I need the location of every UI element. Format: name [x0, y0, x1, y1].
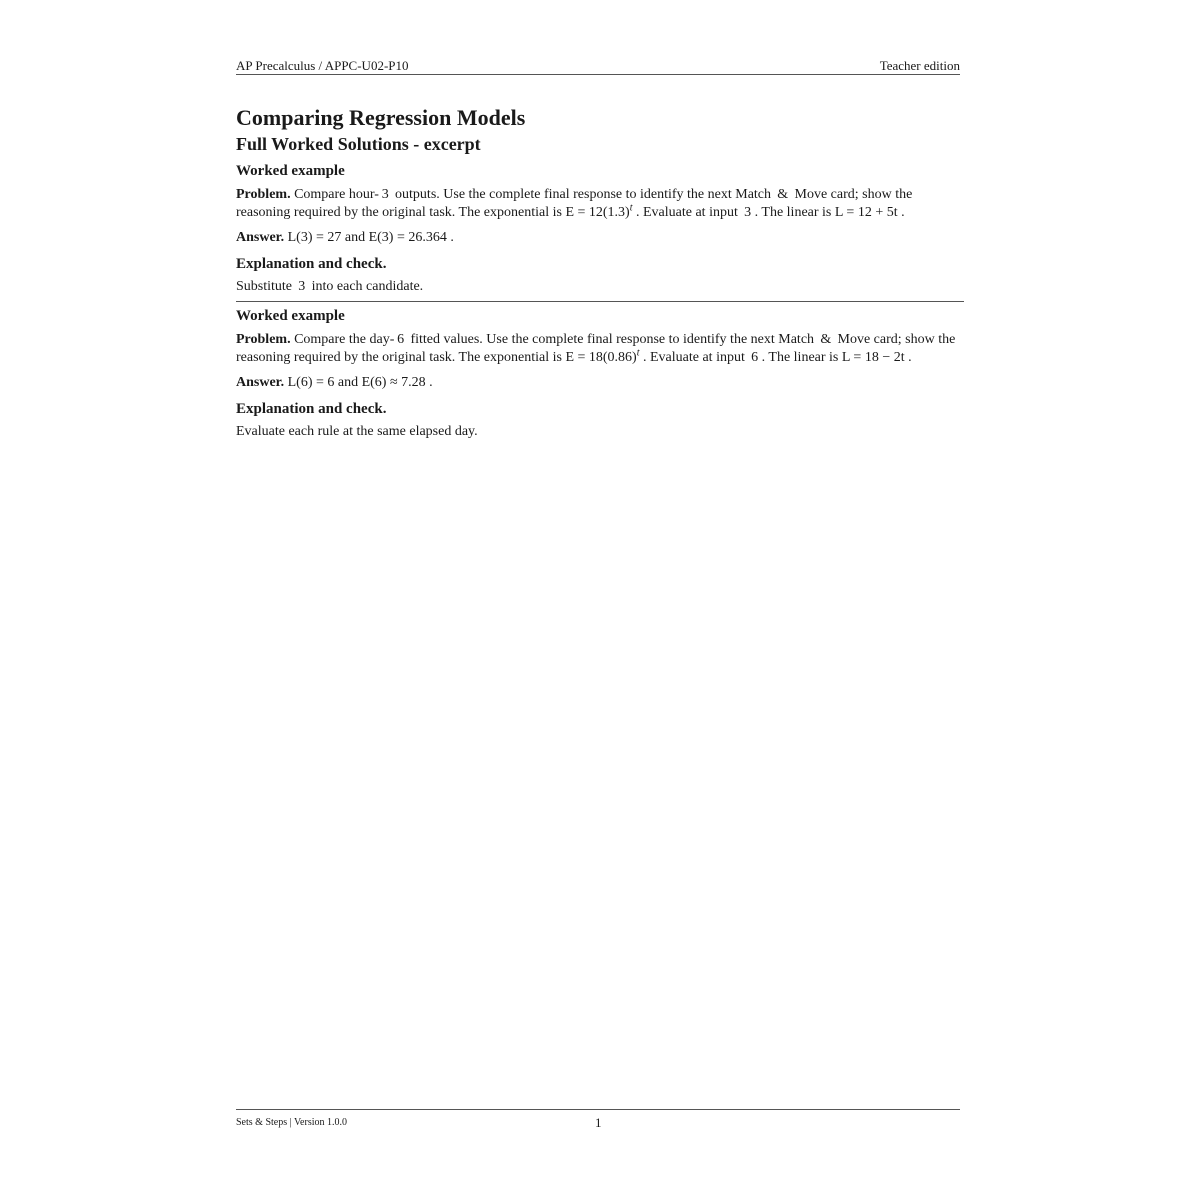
section-divider	[236, 301, 964, 302]
problem-text: Compare the day- 6 fitted values. Use the complete final response to identify the next Match & Move card; show the reasoning required by the original task. The exponential is	[236, 332, 956, 365]
worked-example-2	[236, 307, 964, 440]
page-number: 1	[595, 1115, 602, 1130]
answer-label: Answer.	[236, 230, 285, 245]
problem-text-continued: . Evaluate at input 6 . The linear is	[639, 349, 842, 365]
running-footer	[236, 1109, 960, 1134]
exponent: t	[636, 346, 640, 358]
exponential-model	[565, 346, 640, 365]
example-heading: Worked example	[236, 308, 345, 324]
explanation-heading: Explanation and check.	[236, 255, 387, 272]
problem-label: Problem.	[236, 332, 291, 347]
document-page	[236, 0, 964, 1200]
answer-label: Answer.	[236, 375, 285, 390]
footer-version: Sets & Steps | Version 1.0.0	[236, 1117, 347, 1128]
problem-label: Problem.	[236, 187, 291, 202]
problem-text-end: .	[897, 204, 905, 220]
problem-statement	[236, 331, 964, 366]
linear-model: L = 12 + 5t	[834, 204, 898, 220]
problem-statement	[236, 186, 964, 221]
problem-text: Compare hour- 3 outputs. Use the complete final response to identify the next Match & Move card; show the reasoning required by the original task. The exponential is	[236, 187, 913, 220]
answer-text: L(6) = 6 and E(6) ≈ 7.28 .	[287, 375, 433, 390]
answer-line	[236, 374, 964, 392]
answer-text: L(3) = 27 and E(3) = 26.364 .	[287, 230, 454, 245]
exponential-model	[565, 201, 633, 220]
problem-text-end: .	[904, 349, 912, 365]
header-edition: Teacher edition	[879, 58, 960, 73]
example-heading: Worked example	[236, 163, 345, 179]
linear-model: L = 18 − 2t	[841, 349, 905, 365]
explanation-text: Evaluate each rule at the same elapsed day.	[236, 423, 478, 439]
explanation-heading: Explanation and check.	[236, 400, 387, 417]
worked-example-1	[236, 162, 964, 295]
running-header	[236, 58, 960, 75]
header-course-code: AP Precalculus / APPC-U02-P10	[236, 58, 409, 73]
exponent: t	[629, 201, 633, 213]
explanation-text: Substitute 3 into each candidate.	[236, 278, 424, 294]
page-title: Comparing Regression Models	[236, 105, 526, 130]
page-subtitle: Full Worked Solutions - excerpt	[236, 134, 481, 154]
problem-text-continued: . Evaluate at input 3 . The linear is	[632, 204, 835, 220]
exponential-formula: E = 18(0.86)	[565, 349, 637, 365]
answer-line	[236, 229, 964, 247]
exponential-formula: E = 12(1.3)	[565, 204, 630, 220]
